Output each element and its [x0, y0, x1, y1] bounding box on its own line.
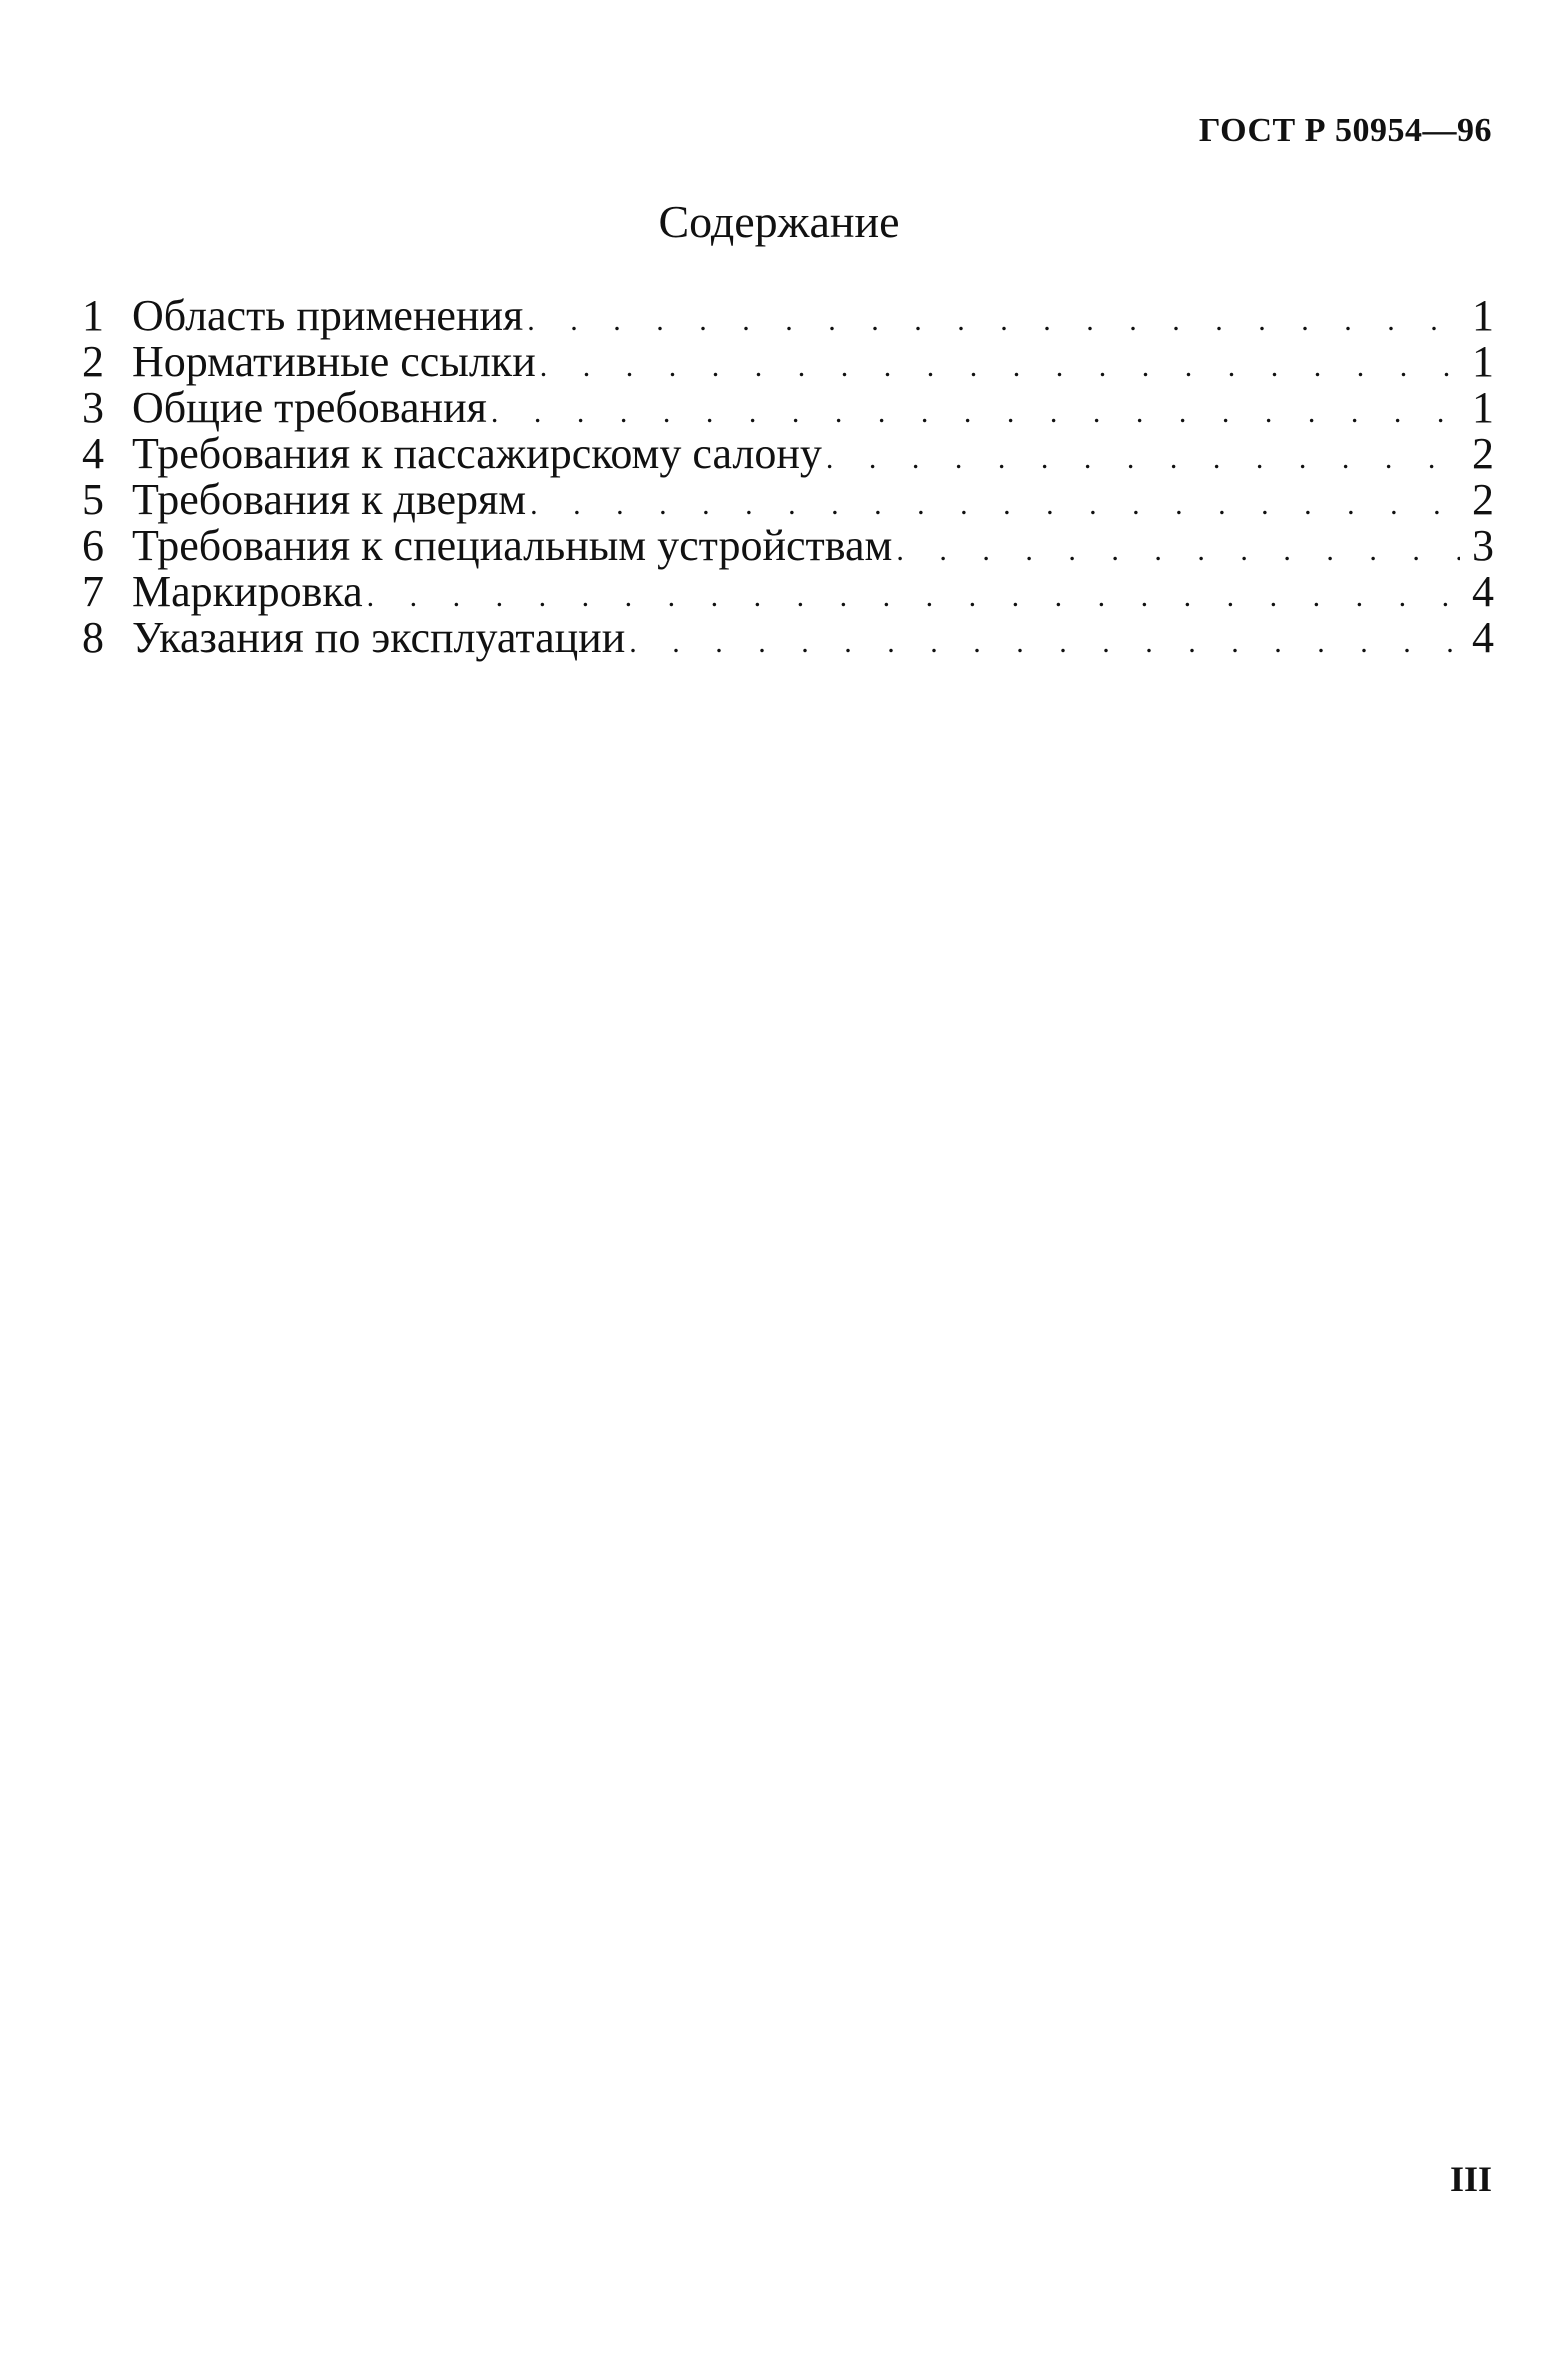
toc-entry[interactable] [82, 477, 1494, 523]
toc-entry-number: 3 [82, 383, 104, 432]
toc-leader-dots [896, 528, 1460, 574]
toc-entry-page: 2 [1472, 475, 1494, 524]
toc-entry-page: 1 [1472, 383, 1494, 432]
toc-entry-title: Указания по эксплуатации [132, 613, 626, 662]
toc-entry-page: 1 [1472, 337, 1494, 386]
toc-entry-number: 1 [82, 291, 104, 340]
toc-entry-page: 1 [1472, 291, 1494, 340]
toc-entry-number: 2 [82, 337, 104, 386]
toc-entry[interactable] [82, 569, 1494, 615]
toc-entry-title: Требования к дверям [132, 475, 527, 524]
toc-entry-title: Маркировка [132, 567, 363, 616]
toc-entry-title: Требования к пассажирскому салону [132, 429, 822, 478]
toc-entry-number: 7 [82, 567, 104, 616]
toc-title: Содержание [658, 196, 900, 247]
toc-leader-dots [629, 620, 1460, 666]
toc-entry[interactable] [82, 385, 1494, 431]
toc-entry-page: 4 [1472, 613, 1494, 662]
toc-entry-title: Общие требования [132, 383, 487, 432]
toc-entry-number: 5 [82, 475, 104, 524]
toc-entry-page: 4 [1472, 567, 1494, 616]
toc-entry-page: 2 [1472, 429, 1494, 478]
toc-entry[interactable] [82, 615, 1494, 661]
toc-entry-title: Требования к специальным устройствам [132, 521, 893, 570]
toc-leader-dots [826, 436, 1460, 482]
toc-entry[interactable] [82, 339, 1494, 385]
toc-leader-dots [540, 344, 1460, 390]
page-number: III [1449, 2159, 1492, 2199]
table-of-contents [82, 293, 1494, 661]
toc-leader-dots [527, 298, 1460, 344]
document-code: ГОСТ Р 50954—96 [1198, 112, 1492, 149]
toc-entry-number: 4 [82, 429, 104, 478]
toc-entry-number: 6 [82, 521, 104, 570]
toc-entry[interactable] [82, 431, 1494, 477]
toc-entry-number: 8 [82, 613, 104, 662]
toc-entry-title: Нормативные ссылки [132, 337, 536, 386]
toc-entry-title: Область применения [132, 291, 524, 340]
toc-entry[interactable] [82, 523, 1494, 569]
toc-entry-page: 3 [1472, 521, 1494, 570]
toc-entry[interactable] [82, 293, 1494, 339]
